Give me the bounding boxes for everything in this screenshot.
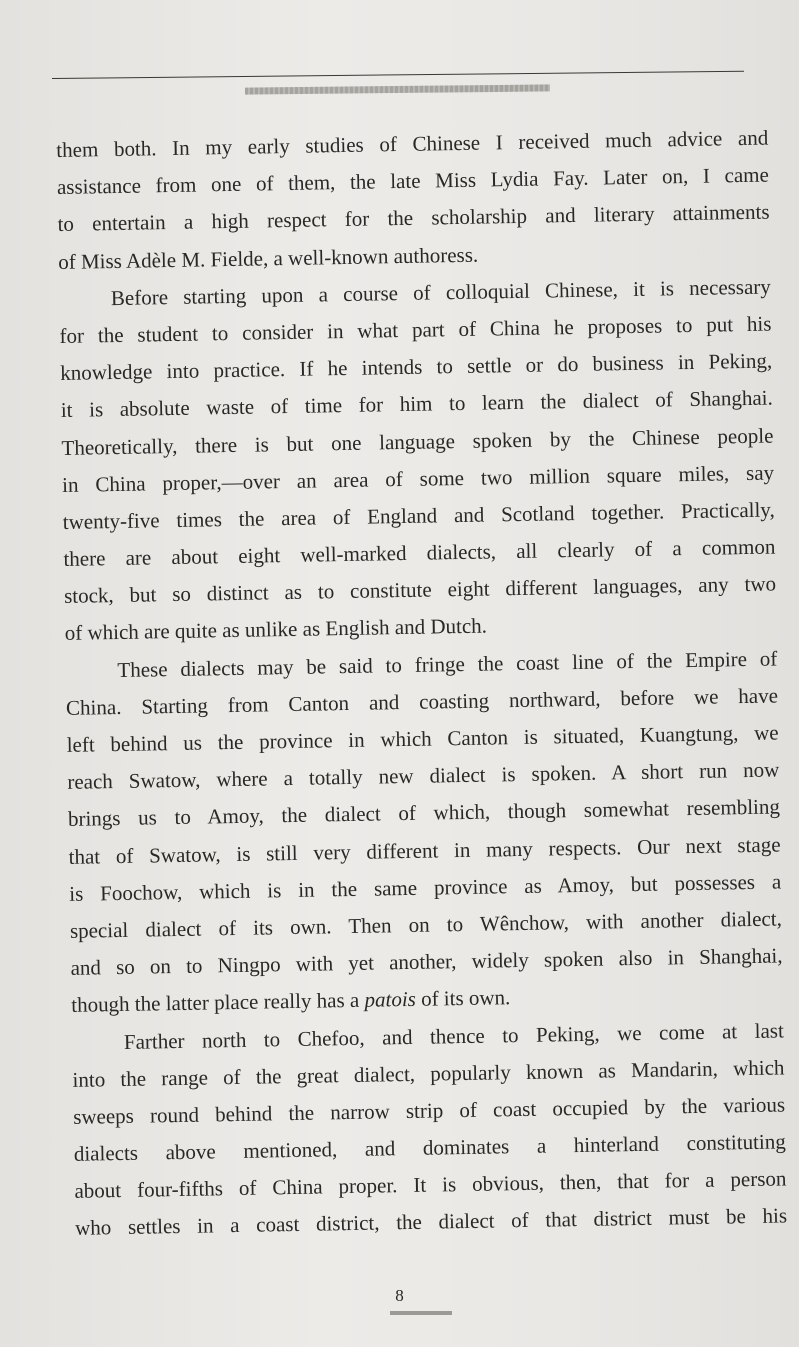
text-line: dialects above mentioned, and dominates a hinterland constituting: [73, 1129, 786, 1166]
text-line: it is absolute waste of time for him to learn the dialect of Shanghai.: [60, 385, 773, 423]
text-line: in China proper,—over an area of some two million square miles, say: [61, 460, 775, 497]
text-line: left behind us the province in which Canton is situated, Kuangtung, we: [66, 720, 779, 757]
text-line: there are about eight well-marked dialects, all clearly of a common: [63, 534, 776, 571]
page-number: 8: [395, 1286, 404, 1305]
text-line: that of Swatow, is still very different in many respects. Our next stage: [68, 832, 781, 869]
text-line: stock, but so distinct as to constitute eight different languages, any two: [63, 571, 777, 609]
text-line: twenty-five times the area of England and Scotland together. Practically,: [62, 497, 775, 534]
text-line: about four-fifths of China proper. It is obvious, then, that for a person: [74, 1166, 787, 1204]
footer-rule: [390, 1311, 452, 1315]
text-line-start: though the latter place really has a: [71, 988, 365, 1018]
text-line: brings us to Amoy, the dialect of which, though somewhat resembling: [67, 794, 781, 832]
header-rule: [52, 71, 744, 79]
text-line-end: of its own.: [415, 985, 511, 1012]
text-line: reach Swatow, where a totally new dialect is spoken. A short run now: [67, 757, 780, 795]
text-line: Farther north to Chefoo, and thence to Peking, we come at last: [123, 1017, 784, 1054]
text-line: Theoretically, there is but one language spoken by the Chinese people: [61, 423, 774, 460]
text-line: for the student to consider in what part of China he proposes to put his: [59, 311, 772, 348]
text-line: them both. In my early studies of Chinese I received much advice and: [56, 125, 769, 162]
text-line: These dialects may be said to fringe the coast line of the Empire of: [117, 646, 778, 682]
text-line: special dialect of its own. Then on to Wênchow, with another dialect,: [69, 906, 783, 943]
text-line: into the range of the great dialect, popularly known as Mandarin, which: [72, 1055, 785, 1092]
text-line: knowledge into practice. If he intends to settle or do business in Peking,: [59, 348, 773, 386]
text-line: who settles in a coast district, the dialect of that district must be his: [74, 1203, 788, 1241]
text-line: of Miss Adèle M. Fielde, a well-known authoress.: [58, 242, 479, 274]
text-line: is Foochow, which is in the same province as Amoy, but possesses a: [69, 869, 782, 906]
text-line: to entertain a high respect for the scholarship and literary attainments: [57, 199, 770, 237]
text-line: assistance from one of them, the late Miss Lydia Fay. Later on, I came: [56, 162, 770, 200]
header-rule-accent: [245, 84, 550, 94]
text-line: sweeps round behind the narrow strip of coast occupied by the various: [72, 1092, 786, 1129]
italic-term: patois: [364, 987, 417, 1013]
body-text: [56, 120, 787, 1248]
text-line: Before starting upon a course of colloquial Chinese, it is necessary: [110, 274, 772, 310]
text-line: of which are quite as unlike as English and Dutch.: [64, 613, 488, 646]
text-line: China. Starting from Canton and coasting northward, before we have: [65, 683, 779, 720]
text-line: and so on to Ningpo with yet another, widely spoken also in Shanghai,: [70, 943, 783, 980]
